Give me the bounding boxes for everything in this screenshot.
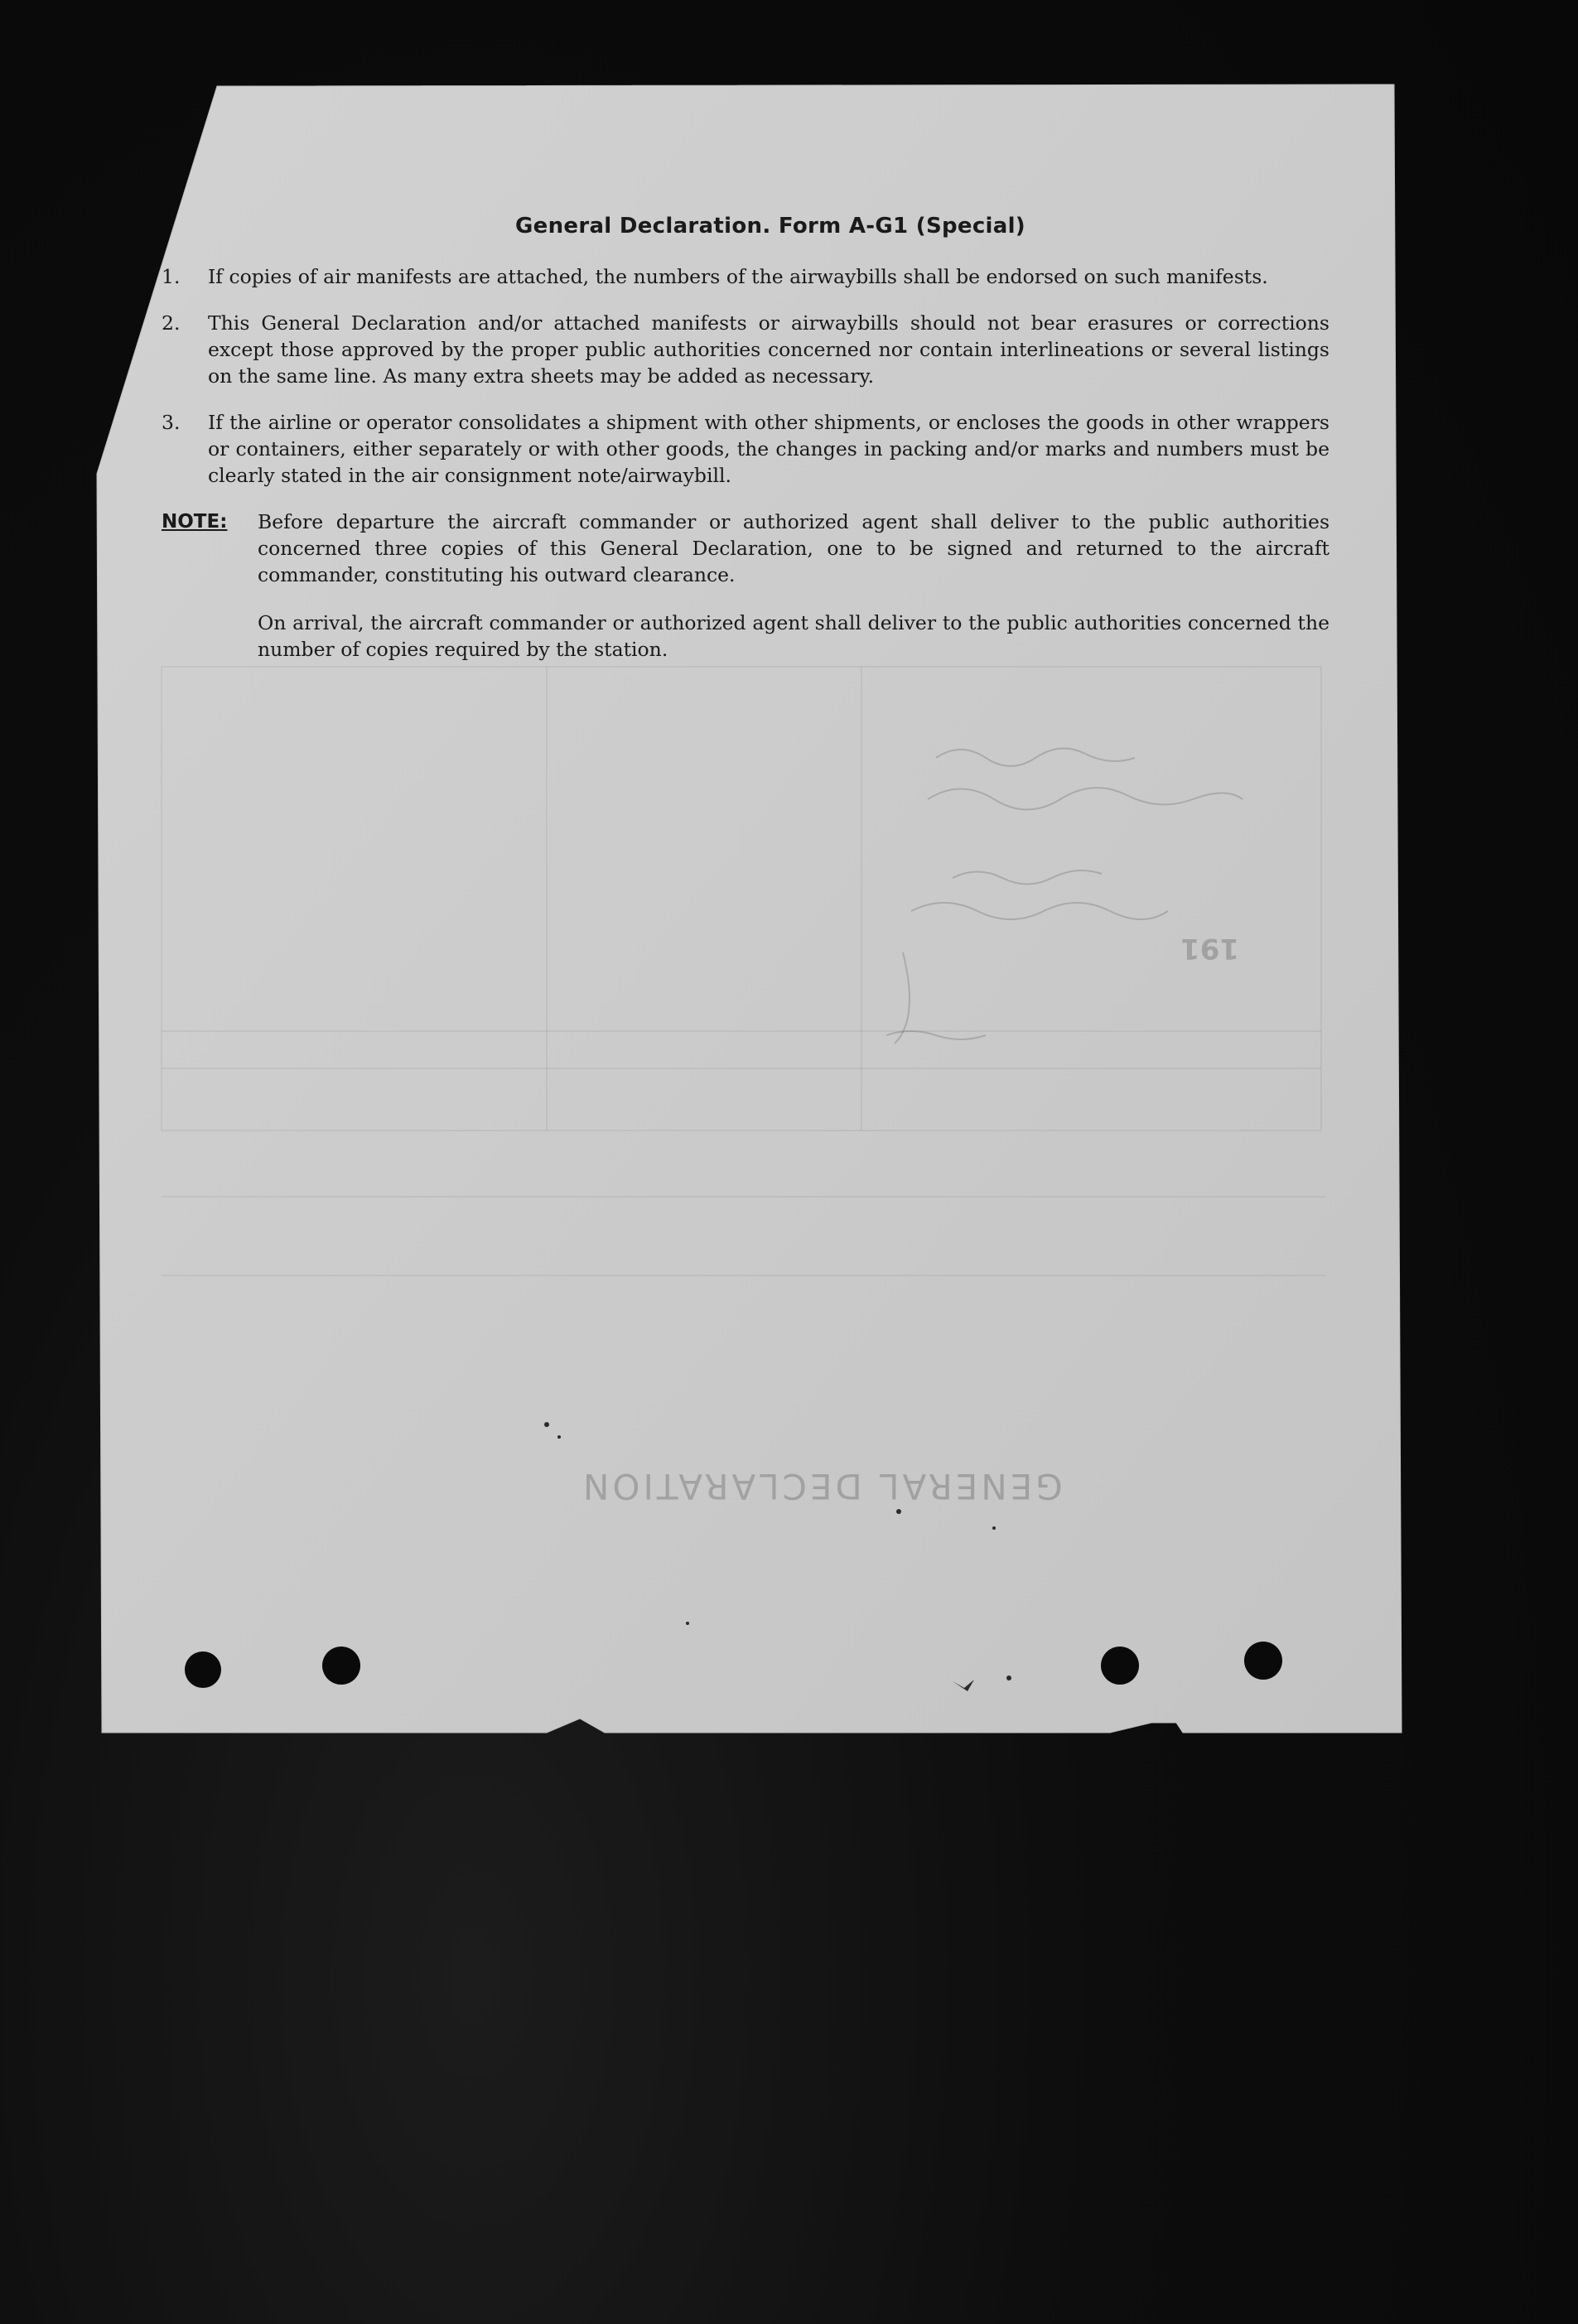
bleed-through-number: 191 <box>1180 932 1239 965</box>
item-text: If copies of air manifests are attached, the numbers of the airwaybills shall be endorsed on such manifests. <box>208 265 1268 288</box>
note-label: NOTE: <box>162 511 228 533</box>
note-body <box>258 509 1329 684</box>
note-section <box>162 509 1329 684</box>
item-text: This General Declaration and/or attached manifests or airwaybills should not bear erasures or corrections except those approved by the proper public authorities concerned nor contain interlineations or several listings on the same line. As many extra sheets may be added as necessary. <box>208 311 1329 388</box>
instruction-list <box>162 263 1329 489</box>
document-title: General Declaration. Form A-G1 (Special) <box>515 214 1025 239</box>
list-item <box>162 409 1329 489</box>
list-item <box>162 310 1329 389</box>
item-number: 3. <box>162 411 181 434</box>
bleed-through-heading: GENERAL DECLARATION <box>580 1466 1063 1507</box>
item-number: 1. <box>162 265 181 288</box>
document-body <box>162 214 1329 684</box>
note-paragraph: Before departure the aircraft commander or authorized agent shall deliver to the public authorities concerned three copies of this General Declaration, one to be signed and returned to the aircraft commander, constituting his outward clearance. <box>258 510 1329 586</box>
item-text: If the airline or operator consolidates a shipment with other shipments, or encloses the goods in other wrappers or containers, either separately or with other goods, the changes in packing and/or marks and numbers must be clearly stated in the air consignment note/airwaybill. <box>208 411 1329 487</box>
list-item <box>162 263 1329 290</box>
note-paragraph: On arrival, the aircraft commander or authorized agent shall deliver to the public authorities concerned the number of copies required by the station. <box>258 611 1329 661</box>
item-number: 2. <box>162 311 181 335</box>
